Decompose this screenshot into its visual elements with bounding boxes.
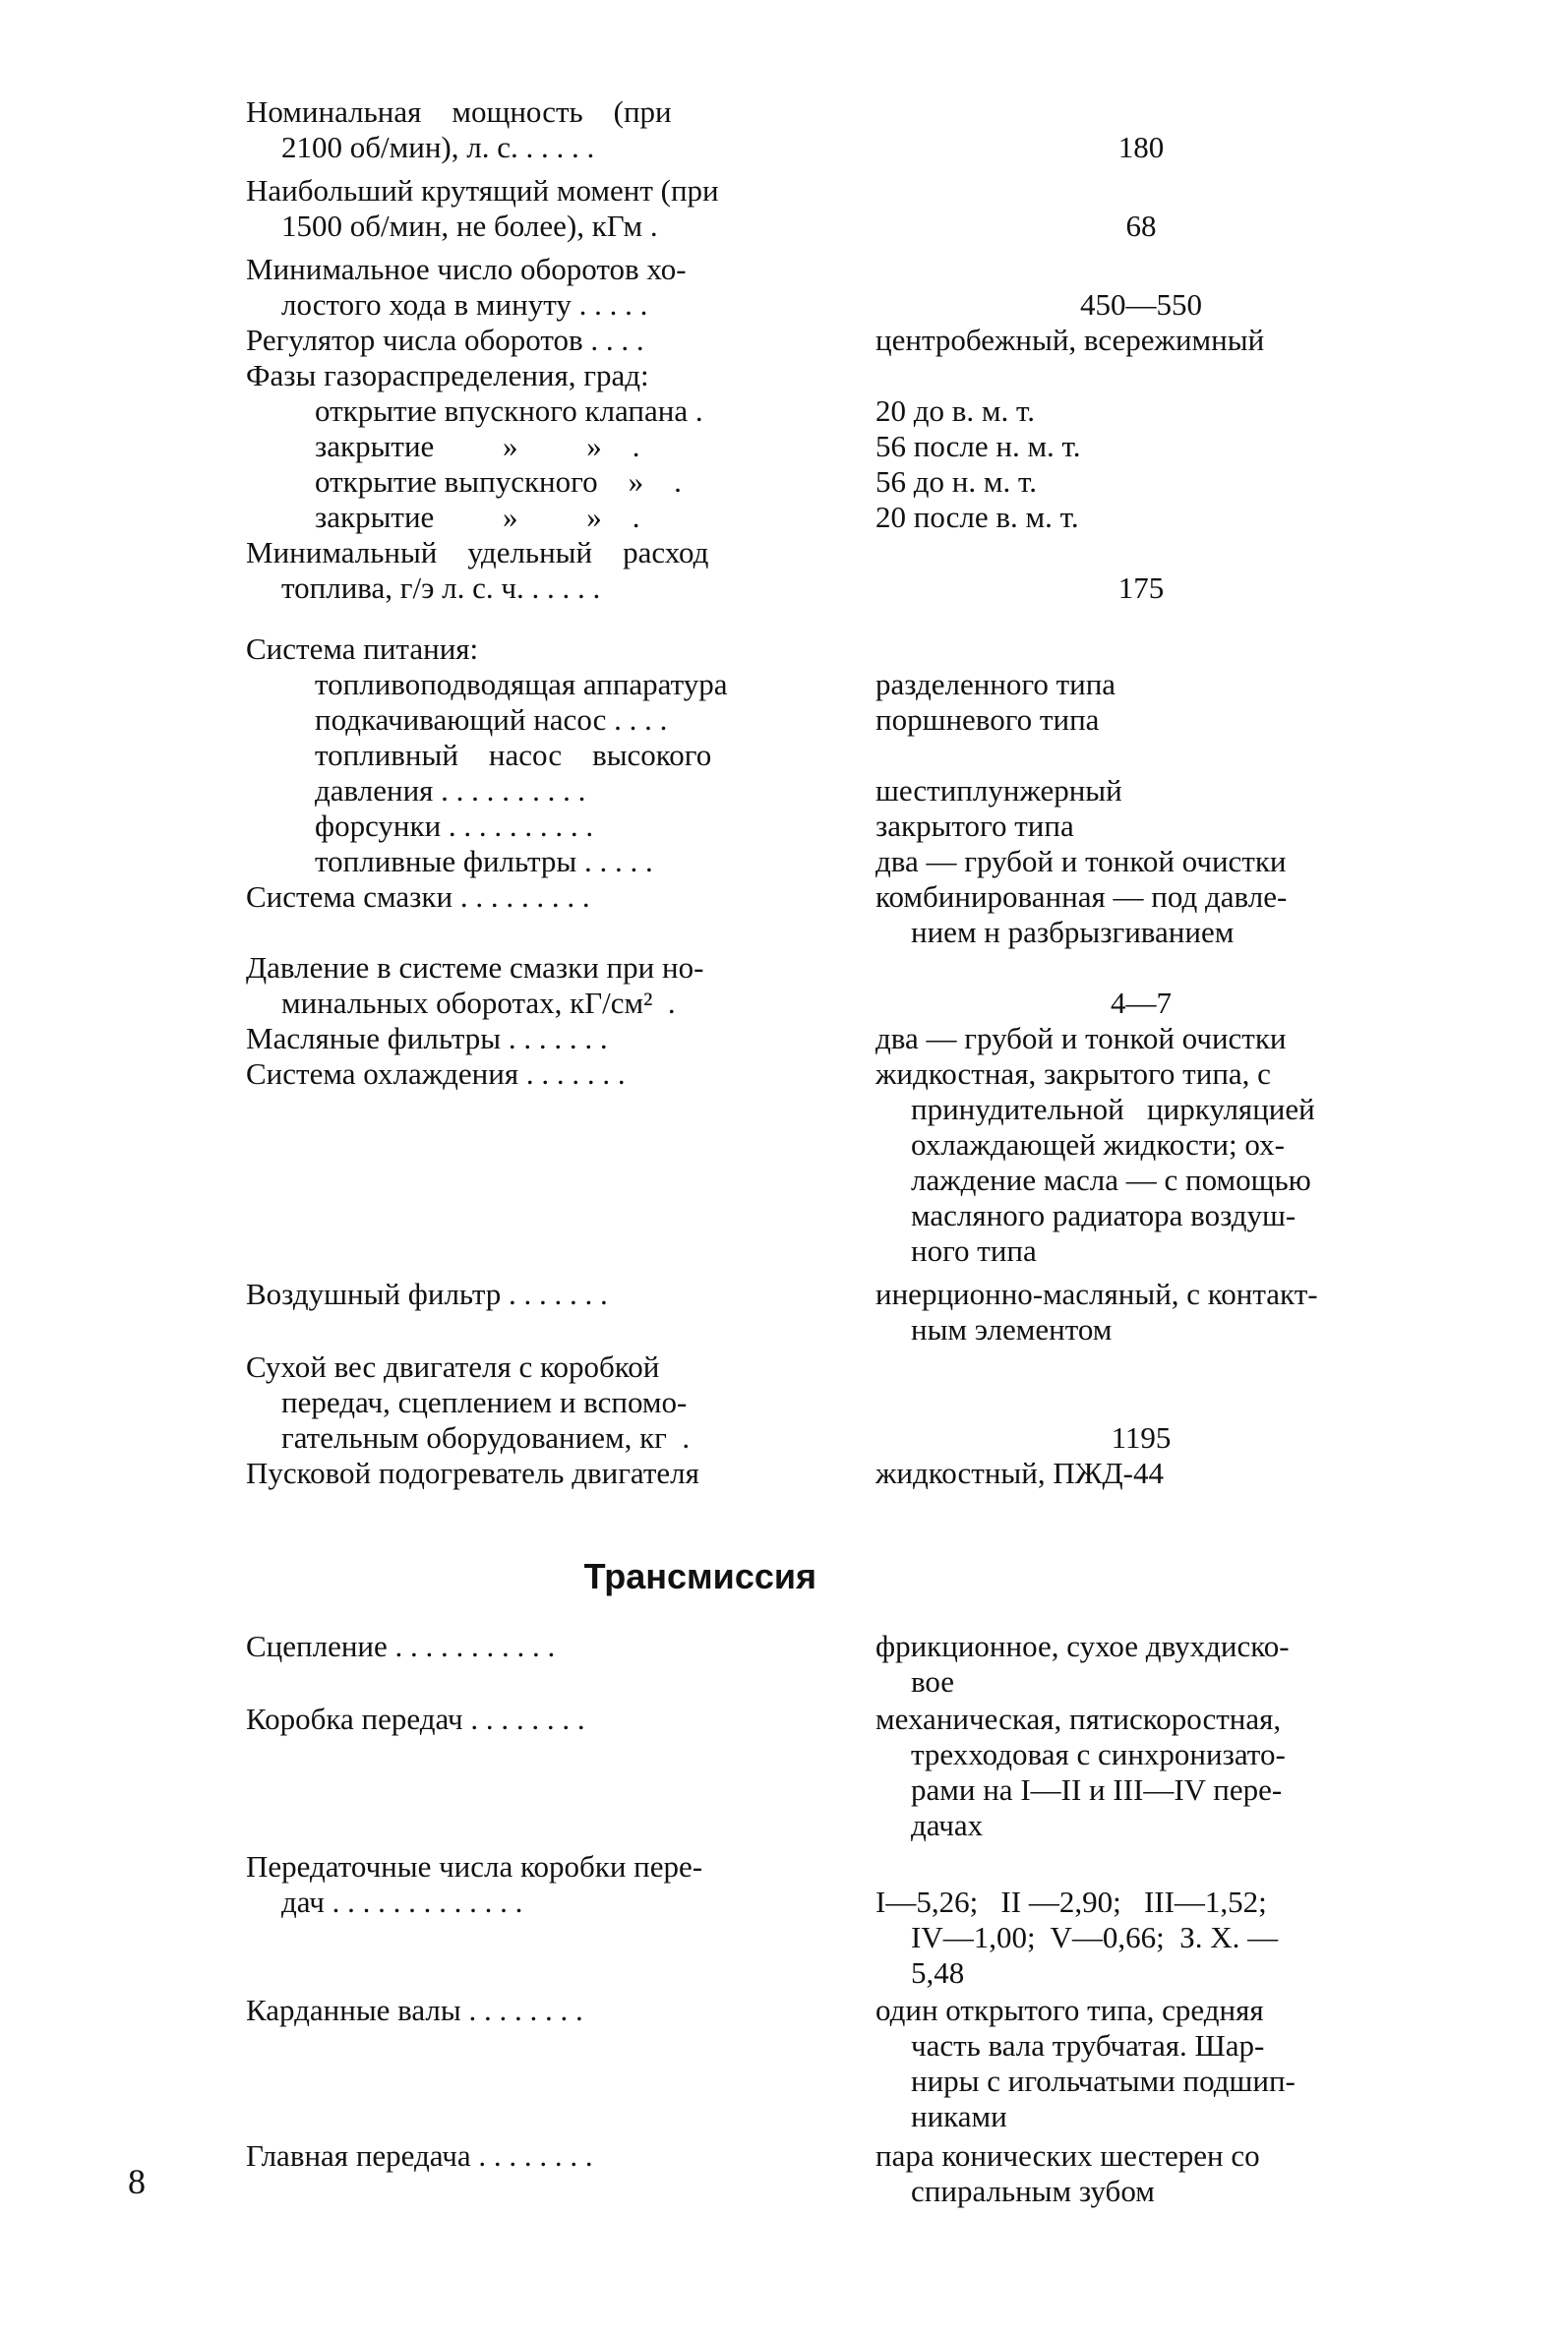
spec-label: Номинальная мощность (при [246, 94, 672, 129]
spec-value-cont: ным элементом [911, 1312, 1113, 1347]
spec-value: I—5,26; II —2,90; III—1,52; [875, 1885, 1267, 1919]
spec-value: комбинированная — под давле- [875, 879, 1288, 914]
spec-value: жидкостный, ПЖД-44 [875, 1456, 1164, 1490]
spec-label-cont: топлива, г/э л. с. ч. . . . . . [281, 570, 601, 605]
spec-label: топливные фильтры . . . . . [315, 844, 653, 878]
spec-label: Система охлаждения . . . . . . . [246, 1056, 626, 1091]
spec-value: 180 [1117, 130, 1165, 164]
spec-label: Давление в системе смазки при но- [246, 950, 704, 985]
spec-label-cont: лостого хода в минуту . . . . . [281, 287, 648, 322]
spec-label: Воздушный фильтр . . . . . . . [246, 1277, 608, 1311]
spec-value-cont: масляного радиатора воздуш- [911, 1198, 1297, 1232]
spec-value-cont: дачах [911, 1808, 984, 1842]
spec-value-cont: спиральным зубом [911, 2174, 1155, 2208]
spec-label-cont: дач . . . . . . . . . . . . . [281, 1885, 523, 1919]
spec-label: Сцепление . . . . . . . . . . . [246, 1629, 556, 1663]
spec-label: подкачивающий насос . . . . [315, 702, 668, 737]
spec-value: поршневого типа [875, 702, 1100, 737]
page-number: 8 [128, 2162, 146, 2201]
spec-label: Наибольший крутящий момент (при [246, 173, 719, 208]
spec-value: пара конических шестерен со [875, 2138, 1260, 2173]
spec-value-cont: вое [911, 1664, 955, 1699]
section-title-transmission: Трансмиссия [583, 1556, 816, 1596]
spec-label: Регулятор числа оборотов . . . . [246, 323, 644, 357]
spec-value: центробежный, всережимный [875, 323, 1265, 357]
spec-label: Минимальный удельный расход [246, 535, 709, 569]
spec-value: жидкостная, закрытого типа, с [875, 1056, 1271, 1091]
spec-value: 68 [1125, 209, 1157, 243]
spec-label: Пусковой подогреватель двигателя [246, 1456, 699, 1490]
spec-value-cont: нием н разбрызгиванием [911, 915, 1235, 949]
spec-label-cont: 2100 об/мин), л. с. . . . . . [281, 130, 595, 164]
spec-label-cont: давления . . . . . . . . . . [315, 773, 586, 808]
spec-value: два — грубой и тонкой очистки [875, 844, 1287, 878]
spec-label: форсунки . . . . . . . . . . [315, 809, 594, 843]
spec-label-cont: гательным оборудованием, кг . [281, 1420, 691, 1455]
spec-label: открытие выпускного » . [315, 464, 682, 499]
spec-value: механическая, пятискоростная, [875, 1702, 1282, 1736]
spec-value-cont: 5,48 [911, 1955, 965, 1990]
spec-label: топливоподводящая аппаратура [315, 667, 728, 701]
spec-label: Коробка передач . . . . . . . . [246, 1702, 585, 1736]
spec-value-cont: IV—1,00; V—0,66; З. Х. — [911, 1920, 1279, 1954]
spec-value: один открытого типа, средняя [875, 1993, 1264, 2027]
spec-label: закрытие » » . [315, 500, 640, 534]
spec-label: Масляные фильтры . . . . . . . [246, 1021, 608, 1055]
spec-label: Передаточные числа коробки пере- [246, 1849, 703, 1884]
spec-label: Система смазки . . . . . . . . . [246, 879, 590, 914]
spec-value: 450—550 [1080, 287, 1202, 322]
spec-label: топливный насос высокого [315, 738, 712, 772]
spec-value-cont: ниры с игольчатыми подшип- [911, 2064, 1296, 2098]
spec-value-cont: принудительной циркуляцией [911, 1092, 1315, 1126]
spec-value-cont: рами на I—II и III—IV пере- [911, 1772, 1283, 1807]
spec-value: 56 до н. м. т. [875, 464, 1037, 499]
spec-label: Главная передача . . . . . . . . [246, 2138, 593, 2173]
spec-value-cont: никами [911, 2099, 1007, 2133]
spec-value-cont: ного типа [911, 1233, 1037, 1268]
spec-label: Сухой вес двигателя с коробкой [246, 1349, 660, 1384]
spec-label-cont: минальных оборотах, кГ/см² . [281, 986, 676, 1020]
spec-value: 20 до в. м. т. [875, 393, 1035, 428]
spec-value: фрикционное, сухое двухдиско- [875, 1629, 1290, 1663]
spec-label-cont: передач, сцеплением и вспомо- [281, 1385, 688, 1419]
spec-label: Карданные валы . . . . . . . . [246, 1993, 583, 2027]
spec-value: два — грубой и тонкой очистки [875, 1021, 1287, 1055]
spec-value: 1195 [1111, 1420, 1172, 1455]
spec-value: 175 [1117, 570, 1165, 605]
spec-value-cont: часть вала трубчатая. Шар- [911, 2028, 1265, 2063]
spec-label-cont: 1500 об/мин, не более), кГм . [281, 209, 658, 243]
spec-value: разделенного типа [875, 667, 1116, 701]
spec-label: Минимальное число оборотов хо- [246, 252, 687, 286]
spec-value: закрытого типа [875, 809, 1074, 843]
spec-value: инерционно-масляный, с контакт- [875, 1277, 1318, 1311]
spec-value-cont: охлаждающей жидкости; ох- [911, 1127, 1285, 1162]
spec-label: Система питания: [246, 631, 479, 666]
spec-label: Фазы газораспределения, град: [246, 358, 649, 392]
spec-label: закрытие » » . [315, 429, 640, 463]
spec-label: открытие впускного клапана . [315, 393, 703, 428]
spec-value: 20 после в. м. т. [875, 500, 1079, 534]
spec-value: 4—7 [1111, 986, 1172, 1020]
spec-value-cont: трехходовая с синхронизато- [911, 1737, 1286, 1771]
spec-value: шестиплунжерный [875, 773, 1122, 808]
spec-value: 56 после н. м. т. [875, 429, 1081, 463]
spec-value-cont: лаждение масла — с помощью [911, 1163, 1311, 1197]
